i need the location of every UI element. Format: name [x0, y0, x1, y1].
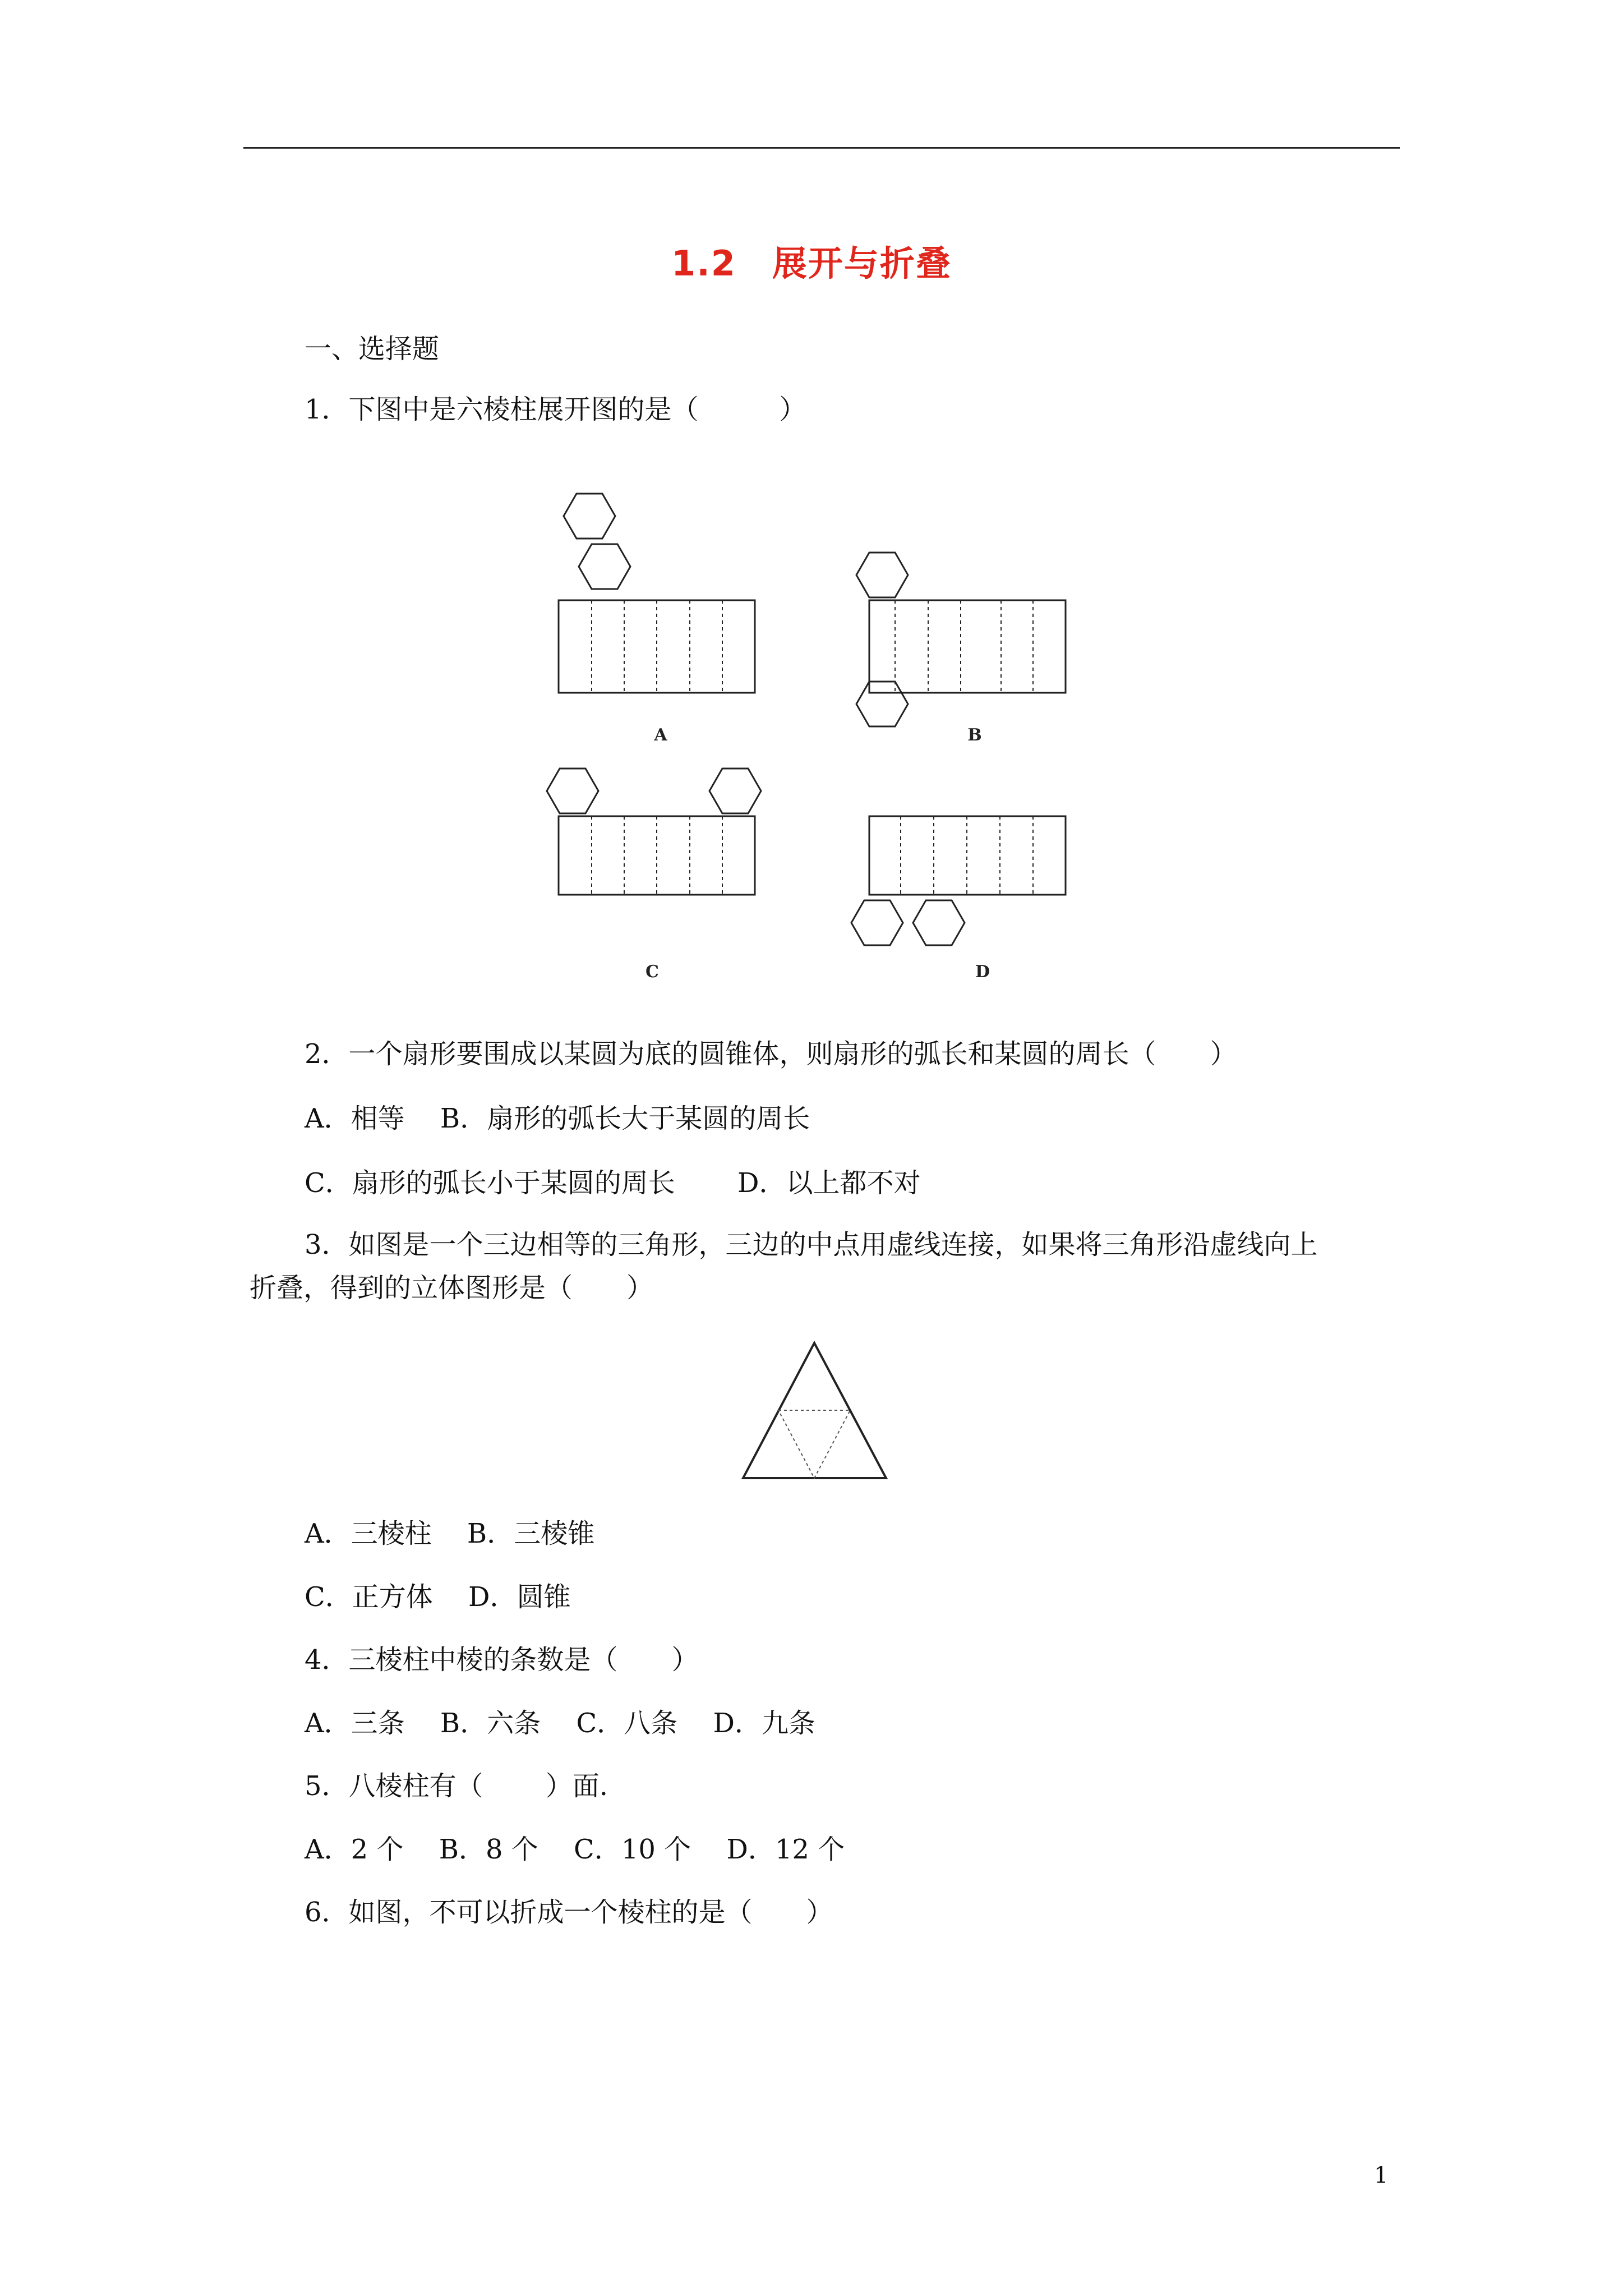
question-3-line-1: 3．如图是一个三边相等的三角形，三边的中点用虚线连接，如果将三角形沿虚线向上 — [305, 1229, 1318, 1260]
net-c — [547, 769, 761, 895]
section-heading: 一、选择题 — [305, 333, 440, 365]
question-2: 2．一个扇形要围成以某圆为底的圆锥体，则扇形的弧长和某圆的周长（ ） — [305, 1038, 1237, 1070]
q3-triangle-figure — [735, 1335, 892, 1487]
question-5: 5．八棱柱有（ ）面. — [305, 1770, 608, 1802]
question-6: 6．如图，不可以折成一个棱柱的是（ ） — [305, 1897, 833, 1928]
question-3-options-cd: C．正方体 D．圆锥 — [305, 1581, 571, 1613]
net-b-label: B — [967, 725, 982, 745]
question-2-options-cd: C．扇形的弧长小于某圆的周长 D．以上都不对 — [305, 1167, 921, 1199]
question-3-options-ab: A．三棱柱 B．三棱锥 — [305, 1518, 595, 1549]
header-rule — [243, 147, 1400, 149]
question-2-options-ab: A．相等 B．扇形的弧长大于某圆的周长 — [305, 1103, 810, 1134]
question-5-options: A．2 个 B．8 个 C．10 个 D．12 个 — [305, 1834, 845, 1865]
question-4-options: A．三条 B．六条 C．八条 D．九条 — [305, 1708, 815, 1739]
net-d — [851, 816, 1066, 945]
question-4: 4．三棱柱中棱的条数是（ ） — [305, 1644, 699, 1676]
net-a — [559, 494, 755, 693]
q1-nets-figure — [538, 471, 1077, 987]
net-c-label: C — [645, 962, 659, 982]
question-1: 1．下图中是六棱柱展开图的是（ ） — [305, 394, 806, 425]
page-title: 1.2 展开与折叠 — [671, 243, 952, 284]
page-number: 1 — [1374, 2162, 1389, 2188]
question-3-line-2: 折叠，得到的立体图形是（ ） — [250, 1272, 654, 1304]
net-d-label: D — [975, 962, 990, 982]
net-b — [856, 553, 1066, 726]
net-a-label: A — [654, 725, 667, 745]
